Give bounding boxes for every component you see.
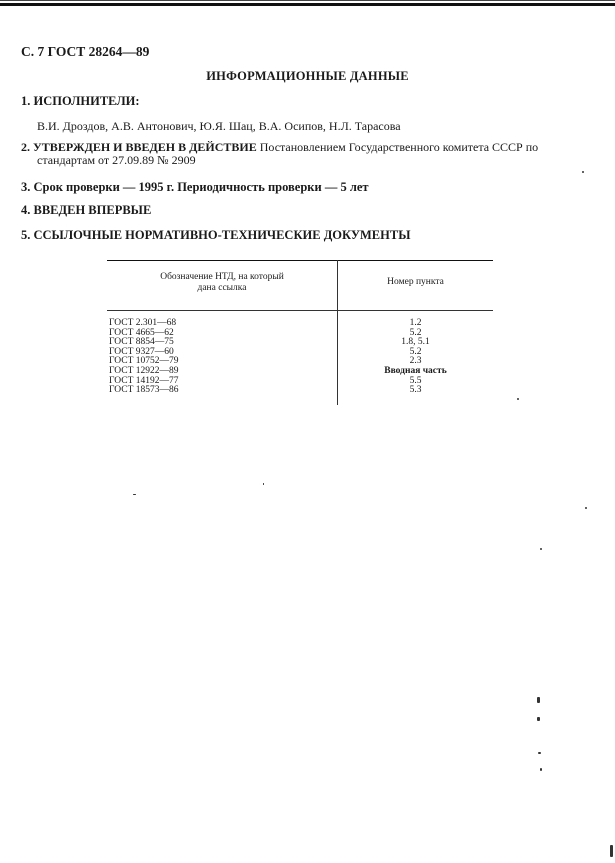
scan-speck [582, 171, 584, 173]
table-body [107, 319, 493, 396]
table-cell-clause: 5.5 [409, 375, 422, 386]
scan-speck [537, 697, 540, 703]
scan-speck [538, 752, 541, 754]
table-cell-doc: ГОСТ 14192—77 [109, 375, 179, 386]
section-2-text: Постановлением Государственного комитета СССР по [259, 140, 539, 154]
scan-speck [263, 483, 264, 485]
scan-speck [540, 768, 542, 771]
document-title: ИНФОРМАЦИОННЫЕ ДАННЫЕ [206, 69, 409, 83]
section-5-heading: 5. ССЫЛОЧНЫЕ НОРМАТИВНО-ТЕХНИЧЕСКИЕ ДОКУМЕНТЫ [21, 228, 411, 242]
table-header-document-line1: Обозначение НТД, на который [160, 272, 284, 282]
scan-speck [585, 507, 587, 509]
scan-speck [133, 494, 136, 495]
table-cell-doc: ГОСТ 18573—86 [109, 385, 179, 396]
table-cell-clause: 1.2 [409, 318, 422, 328]
table-cell-doc: ГОСТ 2.301—68 [109, 318, 177, 328]
table-header-rule [107, 310, 493, 311]
scan-speck [610, 845, 613, 857]
page-header: С. 7 ГОСТ 28264—89 [21, 44, 150, 59]
table-cell-clause: 5.3 [409, 385, 422, 396]
table-header-document [107, 272, 337, 294]
table-cell-clause: 2.3 [409, 356, 422, 367]
table-cell-doc: ГОСТ 9327—60 [109, 346, 174, 357]
table-top-rule [107, 260, 493, 261]
scan-speck [517, 398, 519, 400]
authors-list: В.И. Дроздов, А.В. Антонович, Ю.Я. Шац, В.А. Осипов, Н.Л. Тарасова [37, 119, 401, 133]
section-2-text-line2: стандартам от 27.09.89 № 2909 [37, 153, 196, 167]
table-cell-doc: ГОСТ 8854—75 [109, 337, 174, 348]
section-2-heading: 2. УТВЕРЖДЕН И ВВЕДЕН В ДЕЙСТВИЕ [21, 140, 257, 154]
top-border-rule [0, 3, 615, 6]
section-4-heading: 4. ВВЕДЕН ВПЕРВЫЕ [21, 203, 152, 217]
table-cell-doc: ГОСТ 10752—79 [109, 356, 179, 367]
scan-speck [537, 717, 540, 721]
scan-speck [540, 548, 542, 550]
table-cell-clause: 1.8, 5.1 [401, 337, 430, 348]
section-3-heading: 3. Срок проверки — 1995 г. Периодичность проверки — 5 лет [21, 180, 369, 194]
top-edge-line [0, 0, 615, 1]
references-table [107, 260, 493, 405]
table-cell-doc: ГОСТ 12922—89 [109, 365, 179, 376]
section-2-paragraph [21, 141, 593, 167]
table-row [107, 386, 493, 396]
table-cell-clause: 5.2 [409, 346, 422, 357]
table-header-clause: Номер пункта [387, 277, 444, 287]
section-1-heading: 1. ИСПОЛНИТЕЛИ: [21, 94, 140, 108]
table-cell-clause: 5.2 [409, 327, 422, 338]
table-cell-doc: ГОСТ 4665—62 [109, 327, 174, 338]
table-cell-clause: Вводная часть [384, 365, 447, 376]
table-header-document-line2: дана ссылка [197, 283, 247, 293]
